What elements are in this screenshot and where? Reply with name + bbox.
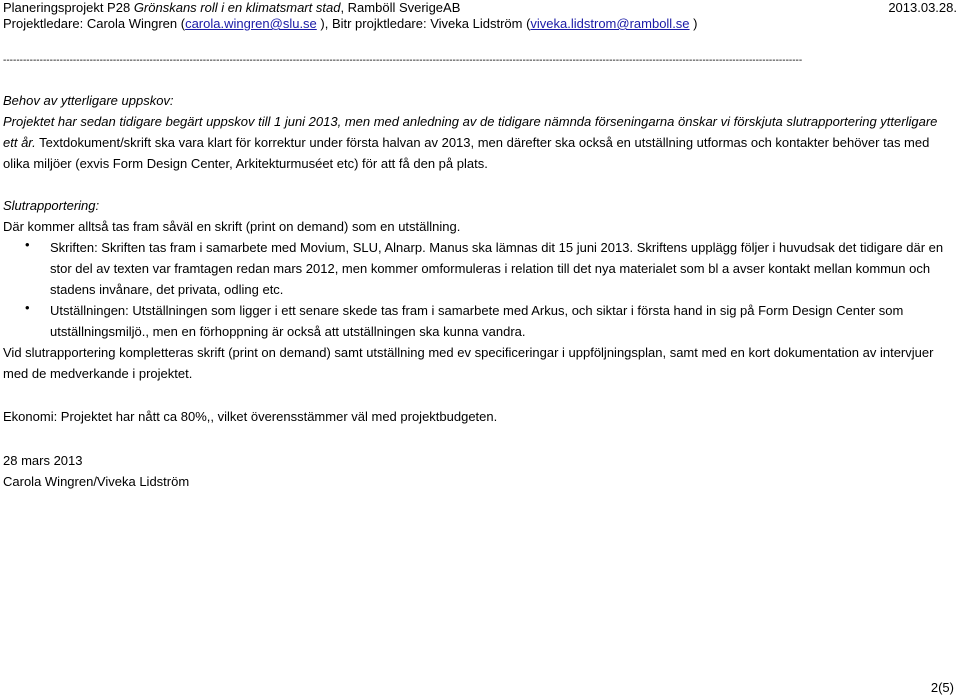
paragraph-uppskov <box>3 111 953 174</box>
signature-date: 28 mars 2013 <box>3 453 83 468</box>
paragraph-uppskov-normal: Textdokument/skrift ska vara klart för korrektur under första halvan av 2013, men därefter ska också en utställning utformas och kontakter behöver tas med olika miljöer (exvis Form Design Center, Arkitekturmuséet etc) för att få den på plats. <box>3 135 930 171</box>
email-link-carola[interactable]: carola.wingren@slu.se <box>185 16 317 31</box>
document-header-contacts-line <box>3 16 698 32</box>
page-number: 2(5) <box>930 680 954 695</box>
header-date: 2013.03.28. <box>888 0 957 15</box>
paragraph-uppskov-italic: Projektet har sedan tidigare begärt uppskov till 1 juni 2013, men med anledning av de tidigare nämnda förseningarna önskar vi förskjuta slutrapportering ytterligare ett år. <box>3 114 938 150</box>
bullet-text-skriften: Skriften: Skriften tas fram i samarbete med Movium, SLU, Alnarp. Manus ska lämnas dit 15 juni 2013. Skriftens upplägg följer i huvudsak det tidigare där en stor del av texten var framtagen redan mars 2012, men kommer omformuleras i relation till det nya materialet som bl a avser kontakt mellan kommun och stadens invånare, det privata, odling etc. <box>50 240 944 297</box>
email-link-viveka[interactable]: viveka.lidstrom@ramboll.se <box>530 16 690 31</box>
bullet-icon: • <box>25 300 30 315</box>
contacts-suffix: ) <box>689 16 698 31</box>
header-separator: ------------------------------------------------------------------------------------------------------------------------------------------------------------------------------------------------------------------------------------------------ <box>3 55 803 66</box>
paragraph-slutrapportering-intro: Där kommer alltså tas fram såväl en skrift (print on demand) som en utställning. <box>3 219 461 234</box>
contacts-prefix: Projektledare: Carola Wingren ( <box>3 16 186 31</box>
document-header-title-line <box>3 0 957 16</box>
paragraph-ekonomi: Ekonomi: Projektet har nått ca 80%,, vilket överensstämmer väl med projektbudgeten. <box>3 409 498 424</box>
signature-names: Carola Wingren/Viveka Lidström <box>3 474 190 489</box>
bullet-text-utstallningen: Utställningen: Utställningen som ligger i ett senare skede tas fram i samarbete med Arkus, och siktar i första hand in sig på Form Design Center som utställningsmiljö., men en förhoppning är också att utställningen ska kunna vandra. <box>50 303 904 339</box>
header-title: Planeringsprojekt P28 Grönskans roll i en klimatsmart stad, Ramböll SverigeAB <box>3 0 461 15</box>
section-heading-slutrapportering: Slutrapportering: <box>3 198 100 213</box>
paragraph-slutrapportering-closing: Vid slutrapportering kompletteras skrift (print on demand) samt utställning med ev specificeringar i uppföljningsplan, samt med en kort dokumentation av intervjuer med de medverkande i projektet. <box>3 345 934 381</box>
bullet-icon: • <box>25 237 30 252</box>
section-heading-uppskov: Behov av ytterligare uppskov: <box>3 93 174 108</box>
contacts-mid: ), Bitr projktledare: Viveka Lidström ( <box>316 16 531 31</box>
